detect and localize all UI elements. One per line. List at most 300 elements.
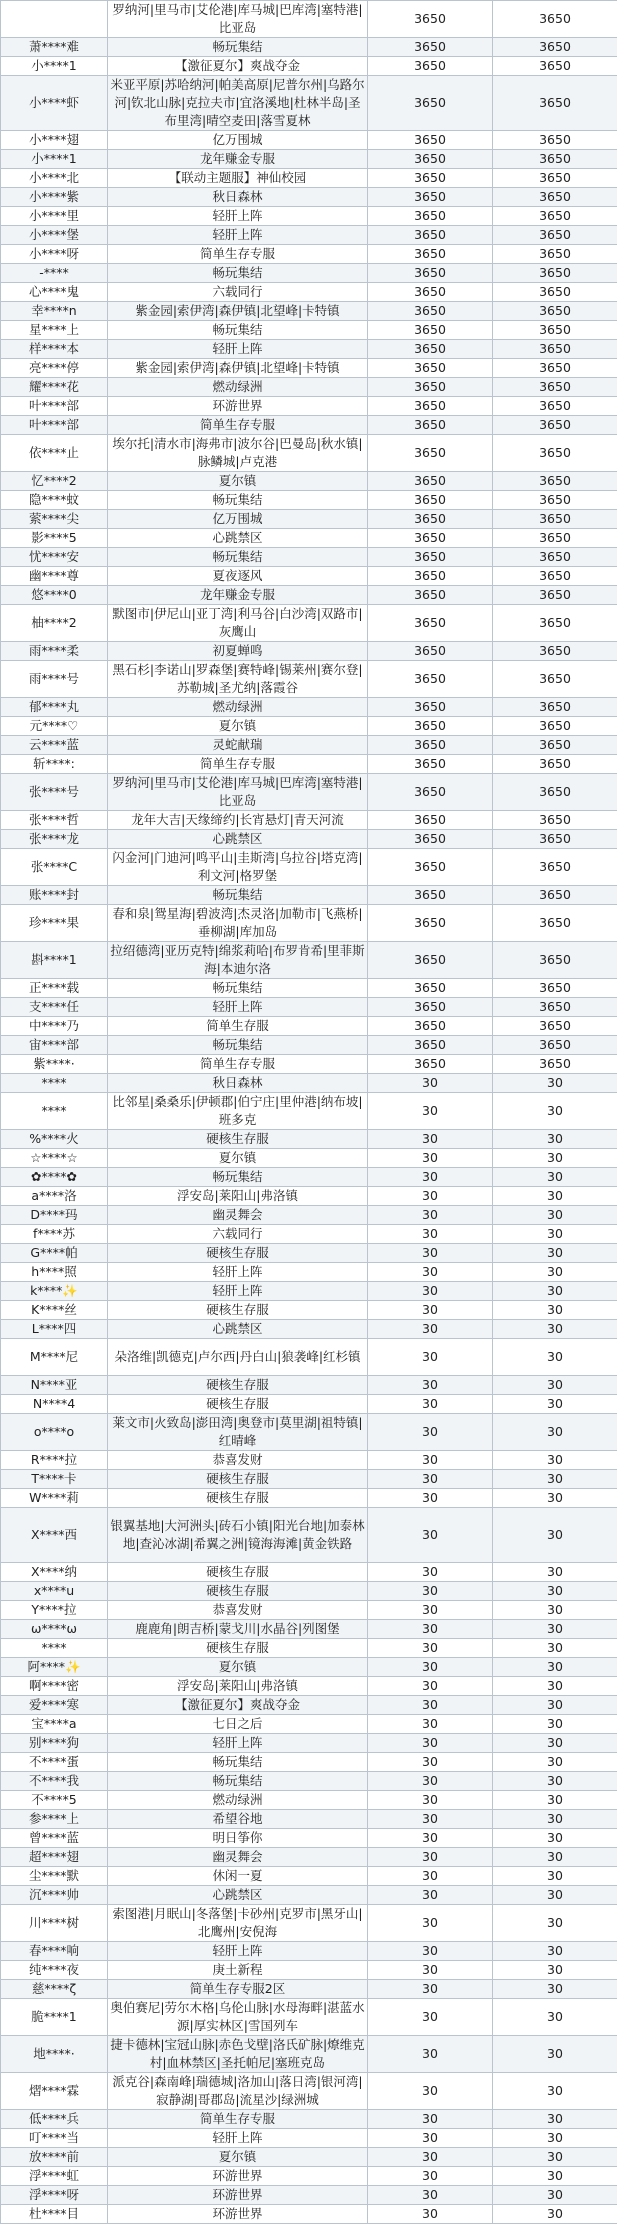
server-cell: 畅玩集结	[108, 886, 368, 905]
player-name-cell: 浮****呀	[1, 2186, 108, 2205]
player-name-cell: 悠****0	[1, 586, 108, 605]
table-row	[1, 1168, 617, 1187]
server-cell: 畅玩集结	[108, 1036, 368, 1055]
value-cell-2: 3650	[493, 131, 617, 150]
server-cell: 环游世界	[108, 2167, 368, 2186]
table-row	[1, 830, 617, 849]
value-cell: 30	[368, 1942, 493, 1961]
value-cell: 30	[368, 1601, 493, 1620]
value-cell-2: 30	[493, 1563, 617, 1582]
value-cell-2: 3650	[493, 642, 617, 661]
player-name-cell: 爱****寒	[1, 1696, 108, 1715]
value-cell-2: 30	[493, 2129, 617, 2148]
player-name-cell: N****4	[1, 1395, 108, 1414]
value-cell-2: 30	[493, 1696, 617, 1715]
server-cell: 春和泉|鸳星海|碧波湾|杰灵洛|加勒市|飞燕桥|垂柳湖|库加岛	[108, 905, 368, 942]
value-cell: 30	[368, 1639, 493, 1658]
value-cell: 3650	[368, 830, 493, 849]
player-name-cell: 尘****默	[1, 1867, 108, 1886]
value-cell-2: 3650	[493, 340, 617, 359]
table-row	[1, 1639, 617, 1658]
player-name-cell: 叶****部	[1, 416, 108, 435]
player-name-cell: 啊****密	[1, 1677, 108, 1696]
value-cell-2: 30	[493, 1942, 617, 1961]
server-cell: 紫金园|索伊湾|森伊镇|北望峰|卡特镇	[108, 359, 368, 378]
server-cell: 心跳禁区	[108, 830, 368, 849]
player-name-cell: 小****虾	[1, 76, 108, 131]
value-cell: 30	[368, 1130, 493, 1149]
value-cell-2: 3650	[493, 849, 617, 886]
value-cell-2: 30	[493, 1282, 617, 1301]
server-cell: 捷卡德林|宝冠山脉|赤色戈壁|洛氏矿脉|燎维克村|血林禁区|圣托帕尼|塞班克岛	[108, 2036, 368, 2073]
player-name-cell: 雨****号	[1, 661, 108, 698]
server-cell: 硬核生存服	[108, 1563, 368, 1582]
server-cell: 秋日森林	[108, 188, 368, 207]
player-name-cell: 小****翅	[1, 131, 108, 150]
value-cell: 3650	[368, 1, 493, 38]
value-cell-2: 30	[493, 1791, 617, 1810]
player-name-cell: Y****拉	[1, 1601, 108, 1620]
value-cell: 30	[368, 1451, 493, 1470]
value-cell-2: 30	[493, 1451, 617, 1470]
player-name-cell: 中****乃	[1, 1017, 108, 1036]
table-row	[1, 1320, 617, 1339]
server-cell: 默图市|伊尼山|亚丁湾|利马谷|白沙湾|双路市|灰鹰山	[108, 605, 368, 642]
player-name-cell: 支****任	[1, 998, 108, 1017]
player-name-cell: 影****5	[1, 529, 108, 548]
value-cell-2: 3650	[493, 416, 617, 435]
table-row	[1, 942, 617, 979]
value-cell: 30	[368, 1696, 493, 1715]
server-cell: 硬核生存服	[108, 1582, 368, 1601]
value-cell: 3650	[368, 698, 493, 717]
server-cell: 简单生存专服	[108, 245, 368, 264]
table-row	[1, 378, 617, 397]
value-cell: 30	[368, 1168, 493, 1187]
player-name-cell: 参****上	[1, 1810, 108, 1829]
value-cell: 3650	[368, 169, 493, 188]
player-name-cell: 慈****ζ	[1, 1980, 108, 1999]
table-row	[1, 1772, 617, 1791]
value-cell: 3650	[368, 359, 493, 378]
value-cell: 3650	[368, 586, 493, 605]
player-name-cell: 账****封	[1, 886, 108, 905]
table-row	[1, 1905, 617, 1942]
value-cell: 30	[368, 1980, 493, 1999]
player-name-cell: %****火	[1, 1130, 108, 1149]
table-row	[1, 1715, 617, 1734]
value-cell: 30	[368, 2205, 493, 2224]
server-cell: 夏尔镇	[108, 2148, 368, 2167]
value-cell-2: 30	[493, 1601, 617, 1620]
value-cell-2: 3650	[493, 245, 617, 264]
value-cell: 3650	[368, 245, 493, 264]
server-cell: 简单生存专服	[108, 2110, 368, 2129]
server-cell: 简单生存专服	[108, 755, 368, 774]
player-name-cell: 雨****柔	[1, 642, 108, 661]
server-cell: 畅玩集结	[108, 491, 368, 510]
server-cell: 畅玩集结	[108, 1168, 368, 1187]
player-name-cell: 郁****丸	[1, 698, 108, 717]
value-cell: 3650	[368, 416, 493, 435]
player-name-cell: f****苏	[1, 1225, 108, 1244]
table-row	[1, 2167, 617, 2186]
table-row	[1, 1829, 617, 1848]
table-row	[1, 774, 617, 811]
value-cell-2: 3650	[493, 207, 617, 226]
player-name-cell: X****纳	[1, 1563, 108, 1582]
value-cell-2: 30	[493, 2148, 617, 2167]
value-cell-2: 3650	[493, 886, 617, 905]
player-name-cell: 星****上	[1, 321, 108, 340]
player-name-cell: 斩****:	[1, 755, 108, 774]
table-row	[1, 1017, 617, 1036]
table-row	[1, 226, 617, 245]
value-cell-2: 3650	[493, 811, 617, 830]
table-row	[1, 207, 617, 226]
table-row	[1, 1677, 617, 1696]
table-row	[1, 1149, 617, 1168]
value-cell: 3650	[368, 1055, 493, 1074]
value-cell: 3650	[368, 717, 493, 736]
table-row	[1, 1395, 617, 1414]
server-cell: 【激征夏尔】爽战夺金	[108, 1696, 368, 1715]
value-cell: 3650	[368, 979, 493, 998]
table-row	[1, 359, 617, 378]
server-cell: 秋日森林	[108, 1074, 368, 1093]
value-cell-2: 3650	[493, 605, 617, 642]
value-cell-2: 3650	[493, 586, 617, 605]
value-cell-2: 30	[493, 1639, 617, 1658]
table-row	[1, 2205, 617, 2224]
table-row	[1, 2186, 617, 2205]
value-cell-2: 3650	[493, 979, 617, 998]
value-cell-2: 30	[493, 1677, 617, 1696]
player-name-cell: ω****ω	[1, 1620, 108, 1639]
server-cell: 索图港|月眠山|冬落堡|卡砂州|克罗市|黑牙山|北鹰州|安倪海	[108, 1905, 368, 1942]
server-cell: 畅玩集结	[108, 979, 368, 998]
table-row	[1, 1734, 617, 1753]
table-row	[1, 529, 617, 548]
table-row	[1, 2148, 617, 2167]
value-cell-2: 3650	[493, 321, 617, 340]
player-name-cell: L****四	[1, 1320, 108, 1339]
server-cell: 畅玩集结	[108, 38, 368, 57]
player-name-cell: 宙****部	[1, 1036, 108, 1055]
player-name-cell: 熠****霖	[1, 2073, 108, 2110]
table-row	[1, 998, 617, 1017]
server-cell: 龙年赚金专服	[108, 150, 368, 169]
value-cell: 3650	[368, 378, 493, 397]
value-cell: 30	[368, 1244, 493, 1263]
value-cell: 30	[368, 1999, 493, 2036]
player-name-cell: 川****树	[1, 1905, 108, 1942]
server-cell: 轻肝上阵	[108, 340, 368, 359]
value-cell-2: 30	[493, 1961, 617, 1980]
value-cell: 3650	[368, 397, 493, 416]
server-cell: 朵洛维|凯德克|卢尔西|丹白山|狼袭峰|红杉镇	[108, 1339, 368, 1376]
value-cell-2: 3650	[493, 283, 617, 302]
table-row	[1, 38, 617, 57]
value-cell: 30	[368, 2148, 493, 2167]
value-cell-2: 3650	[493, 905, 617, 942]
server-cell: 轻肝上阵	[108, 998, 368, 1017]
table-row	[1, 1093, 617, 1130]
value-cell-2: 30	[493, 1829, 617, 1848]
value-cell-2: 30	[493, 1620, 617, 1639]
player-name-cell: 云****蓝	[1, 736, 108, 755]
player-name-cell: a****洛	[1, 1187, 108, 1206]
value-cell: 3650	[368, 548, 493, 567]
player-name-cell: K****丝	[1, 1301, 108, 1320]
table-row	[1, 1301, 617, 1320]
player-name-cell: 不****5	[1, 1791, 108, 1810]
table-row	[1, 1980, 617, 1999]
table-row	[1, 661, 617, 698]
server-cell: 轻肝上阵	[108, 207, 368, 226]
server-cell: 罗纳河|里马市|艾伦港|库马城|巴库湾|塞特港|比亚岛	[108, 774, 368, 811]
value-cell: 3650	[368, 811, 493, 830]
player-name-cell: 张****号	[1, 774, 108, 811]
value-cell: 30	[368, 1320, 493, 1339]
server-cell: 简单生存服	[108, 1017, 368, 1036]
server-cell: 环游世界	[108, 2205, 368, 2224]
table-row	[1, 1563, 617, 1582]
value-cell-2: 30	[493, 1395, 617, 1414]
server-cell: 燃动绿洲	[108, 1791, 368, 1810]
value-cell-2: 30	[493, 1130, 617, 1149]
server-cell: 六载同行	[108, 1225, 368, 1244]
table-row	[1, 736, 617, 755]
server-cell: 心跳禁区	[108, 529, 368, 548]
value-cell: 3650	[368, 131, 493, 150]
value-cell-2: 3650	[493, 150, 617, 169]
player-name-cell: 紫****·	[1, 1055, 108, 1074]
server-cell: 畅玩集结	[108, 548, 368, 567]
server-cell: 埃尔托|清水市|海弗市|波尔谷|巴曼岛|秋水镇|脉鳞城|卢克港	[108, 435, 368, 472]
value-cell-2: 30	[493, 2186, 617, 2205]
table-row	[1, 1582, 617, 1601]
server-cell: 硬核生存服	[108, 1489, 368, 1508]
server-cell: 畅玩集结	[108, 264, 368, 283]
value-cell: 3650	[368, 38, 493, 57]
value-cell-2: 30	[493, 1225, 617, 1244]
value-cell: 30	[368, 1715, 493, 1734]
table-row	[1, 1489, 617, 1508]
table-row	[1, 150, 617, 169]
table-row	[1, 1187, 617, 1206]
table-row	[1, 1036, 617, 1055]
value-cell: 30	[368, 1905, 493, 1942]
player-name-cell: 阿****✨	[1, 1658, 108, 1677]
player-name-cell: 样****本	[1, 340, 108, 359]
player-name-cell: 元****♡	[1, 717, 108, 736]
value-cell-2: 30	[493, 1489, 617, 1508]
server-cell: 拉绍德湾|亚历克特|绵浆莉哈|布罗肯希|里菲斯海|本迪尔洛	[108, 942, 368, 979]
value-cell-2: 3650	[493, 435, 617, 472]
value-cell: 30	[368, 1677, 493, 1696]
value-cell-2: 30	[493, 1301, 617, 1320]
player-name-cell: 地****·	[1, 2036, 108, 2073]
table-row	[1, 1848, 617, 1867]
server-cell: 简单生存专服	[108, 416, 368, 435]
value-cell-2: 3650	[493, 717, 617, 736]
server-cell: 燃动绿洲	[108, 378, 368, 397]
server-cell: 龙年大吉|天缘缔约|长宵悬灯|青天河流	[108, 811, 368, 830]
value-cell-2: 30	[493, 1263, 617, 1282]
player-name-cell: h****照	[1, 1263, 108, 1282]
server-cell: 闪金河|门迪河|鸣平山|圭斯湾|乌拉谷|塔克湾|利文河|格罗堡	[108, 849, 368, 886]
value-cell-2: 3650	[493, 1055, 617, 1074]
value-cell: 3650	[368, 529, 493, 548]
player-name-cell: ****	[1, 1639, 108, 1658]
player-name-cell: 脆****1	[1, 1999, 108, 2036]
table-row	[1, 2036, 617, 2073]
value-cell-2: 30	[493, 1772, 617, 1791]
player-name-cell: 春****响	[1, 1942, 108, 1961]
table-row	[1, 302, 617, 321]
table-row	[1, 435, 617, 472]
server-cell: 鹿鹿角|朗吉桥|蒙戈川|水晶谷|列图堡	[108, 1620, 368, 1639]
server-cell: 七日之后	[108, 1715, 368, 1734]
server-cell: 休闲一夏	[108, 1867, 368, 1886]
player-name-cell: 叶****部	[1, 397, 108, 416]
table-row	[1, 886, 617, 905]
value-cell-2: 3650	[493, 830, 617, 849]
player-name-cell: 亮****停	[1, 359, 108, 378]
table-row	[1, 1282, 617, 1301]
player-name-cell: k****✨	[1, 1282, 108, 1301]
value-cell: 3650	[368, 491, 493, 510]
player-name-cell: 杜****目	[1, 2205, 108, 2224]
server-cell: 浮安岛|莱阳山|弗洛镇	[108, 1187, 368, 1206]
server-cell: 恭喜发财	[108, 1601, 368, 1620]
value-cell-2: 30	[493, 2110, 617, 2129]
value-cell: 30	[368, 1810, 493, 1829]
player-name-cell: 依****止	[1, 435, 108, 472]
table-row	[1, 472, 617, 491]
value-cell-2: 3650	[493, 359, 617, 378]
server-cell: 明日筝你	[108, 1829, 368, 1848]
player-name-cell: 沉****帅	[1, 1886, 108, 1905]
player-name-cell: o****o	[1, 1414, 108, 1451]
value-cell-2: 30	[493, 2073, 617, 2110]
server-cell: 夏尔镇	[108, 717, 368, 736]
value-cell-2: 30	[493, 1168, 617, 1187]
value-cell-2: 30	[493, 1074, 617, 1093]
player-name-cell: 柚****2	[1, 605, 108, 642]
value-cell-2: 3650	[493, 529, 617, 548]
value-cell: 3650	[368, 755, 493, 774]
table-row	[1, 698, 617, 717]
value-cell-2: 3650	[493, 472, 617, 491]
value-cell-2: 30	[493, 1810, 617, 1829]
value-cell-2: 3650	[493, 378, 617, 397]
value-cell: 3650	[368, 226, 493, 245]
player-name-cell: 放****前	[1, 2148, 108, 2167]
table-row	[1, 1696, 617, 1715]
server-cell: 米亚平原|苏哈纳河|帕美高原|尼普尔州|乌路尔河|钦北山脉|克拉夫市|宜洛溪地|杜林半岛|圣布里湾|晴空麦田|落雪夏林	[108, 76, 368, 131]
server-cell: 硬核生存服	[108, 1470, 368, 1489]
table-row	[1, 755, 617, 774]
value-cell-2: 3650	[493, 661, 617, 698]
value-cell-2: 30	[493, 1886, 617, 1905]
player-name-cell: M****尼	[1, 1339, 108, 1376]
table-row	[1, 1942, 617, 1961]
value-cell-2: 30	[493, 1715, 617, 1734]
server-cell: 轻肝上阵	[108, 2129, 368, 2148]
player-name-cell: 不****我	[1, 1772, 108, 1791]
value-cell: 30	[368, 1772, 493, 1791]
value-cell: 3650	[368, 150, 493, 169]
player-name-cell: ✿****✿	[1, 1168, 108, 1187]
table-row	[1, 169, 617, 188]
player-name-cell: 珍****果	[1, 905, 108, 942]
table-row	[1, 1339, 617, 1376]
value-cell: 3650	[368, 340, 493, 359]
server-cell: 硬核生存服	[108, 1639, 368, 1658]
value-cell: 30	[368, 1206, 493, 1225]
table-row	[1, 1470, 617, 1489]
value-cell: 3650	[368, 736, 493, 755]
server-cell: 幽灵舞会	[108, 1206, 368, 1225]
value-cell-2: 30	[493, 1867, 617, 1886]
value-cell: 30	[368, 1376, 493, 1395]
table-row	[1, 245, 617, 264]
server-cell: 莱文市|火致岛|澎田湾|奥登市|莫里湖|祖特镇|红晴峰	[108, 1414, 368, 1451]
player-name-cell: 正****载	[1, 979, 108, 998]
server-cell: 畅玩集结	[108, 1753, 368, 1772]
table-row	[1, 905, 617, 942]
server-cell: 硬核生存服	[108, 1301, 368, 1320]
table-row	[1, 1055, 617, 1074]
table-row	[1, 57, 617, 76]
table-row	[1, 717, 617, 736]
server-cell: 银翼基地|大河洲头|砖石小镇|阳光台地|加泰林地|查沁冰湖|希翼之洲|镜海海滩|黄金铁路	[108, 1508, 368, 1563]
value-cell: 3650	[368, 57, 493, 76]
value-cell-2: 30	[493, 1999, 617, 2036]
table-row	[1, 1791, 617, 1810]
value-cell: 30	[368, 1582, 493, 1601]
player-name-cell: 曾****蓝	[1, 1829, 108, 1848]
value-cell-2: 30	[493, 2205, 617, 2224]
value-cell: 30	[368, 1149, 493, 1168]
player-name-cell: x****u	[1, 1582, 108, 1601]
server-cell: 恭喜发财	[108, 1451, 368, 1470]
player-name-cell: 斟****1	[1, 942, 108, 979]
player-name-cell: N****亚	[1, 1376, 108, 1395]
player-name-cell: X****西	[1, 1508, 108, 1563]
player-name-cell: ☆****☆	[1, 1149, 108, 1168]
value-cell-2: 30	[493, 1734, 617, 1753]
value-cell: 3650	[368, 321, 493, 340]
value-cell: 30	[368, 1867, 493, 1886]
table-row	[1, 1810, 617, 1829]
server-cell: 浮安岛|莱阳山|弗洛镇	[108, 1677, 368, 1696]
table-row	[1, 1074, 617, 1093]
value-cell-2: 30	[493, 1753, 617, 1772]
table-row	[1, 1886, 617, 1905]
table-row	[1, 491, 617, 510]
table-row	[1, 979, 617, 998]
player-name-cell: 忆****2	[1, 472, 108, 491]
value-cell: 30	[368, 1282, 493, 1301]
server-cell: 比邻星|桑桑乐|伊顿郡|伯宁庄|里仲港|纳布坡|班多克	[108, 1093, 368, 1130]
server-cell: 夏尔镇	[108, 1149, 368, 1168]
player-name-cell: 忧****安	[1, 548, 108, 567]
ranking-table-body	[1, 1, 617, 2224]
table-row	[1, 264, 617, 283]
